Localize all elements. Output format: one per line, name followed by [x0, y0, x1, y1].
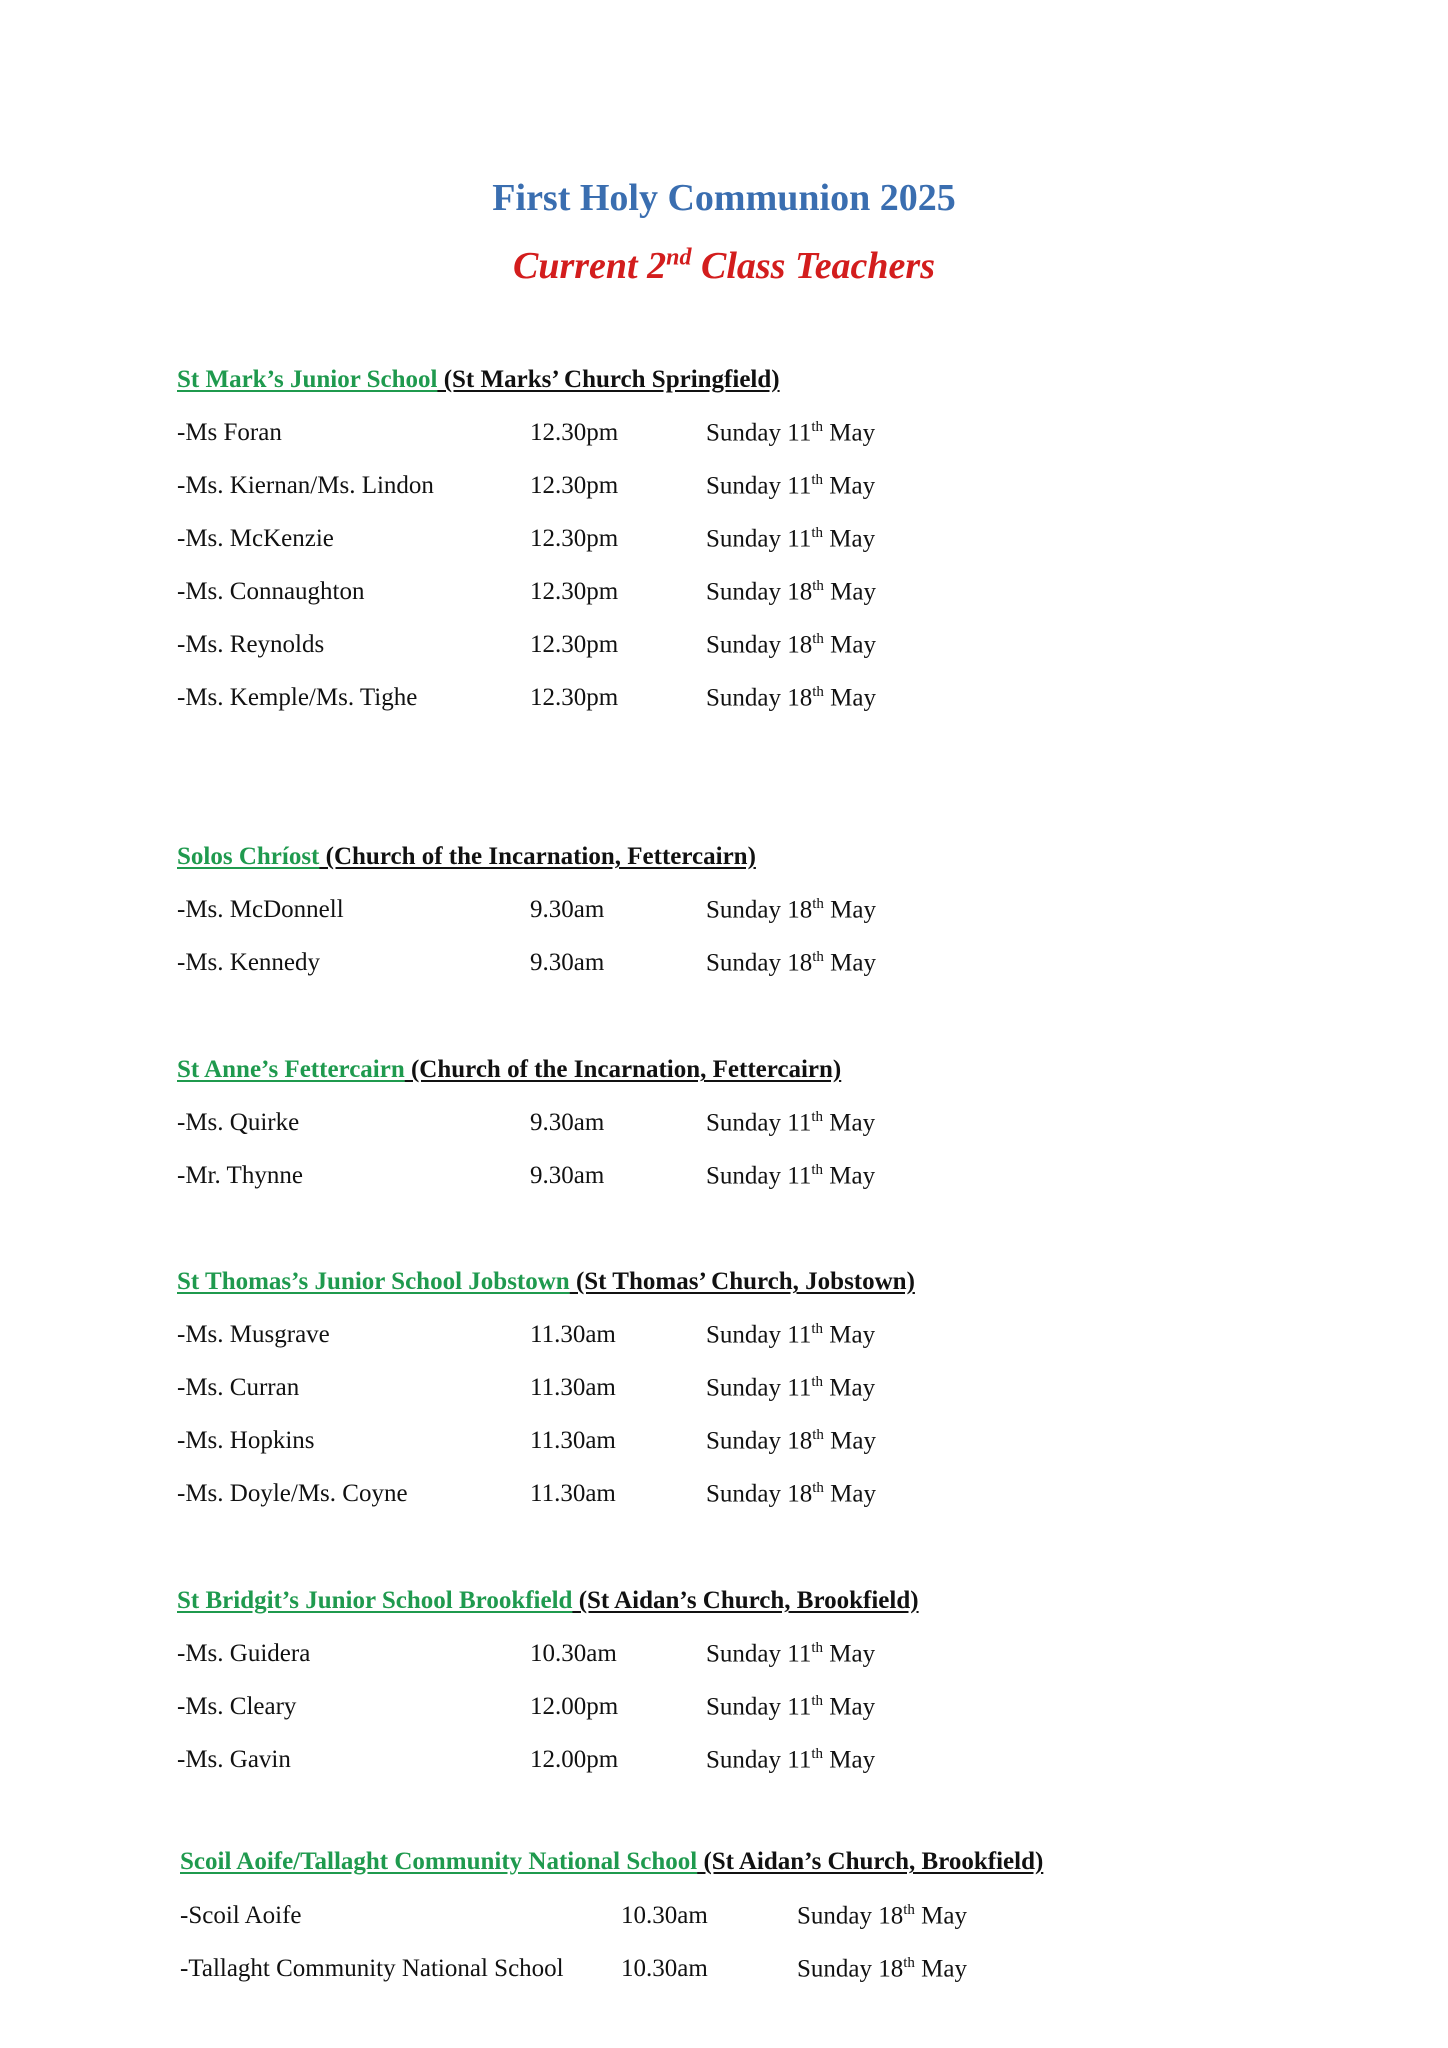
- teacher-name: -Ms. Guidera: [177, 1640, 311, 1667]
- mass-date: [706, 419, 875, 447]
- date-day: Sunday 18: [706, 949, 813, 977]
- date-month: May: [823, 1427, 876, 1455]
- mass-date: [706, 896, 876, 924]
- church-name: (Church of the Incarnation, Fettercairn): [404, 1056, 842, 1083]
- date-day: Sunday 11: [706, 1374, 812, 1402]
- date-suffix: th: [811, 525, 823, 541]
- section-heading: [177, 1587, 919, 1615]
- class-row: [0, 896, 1448, 936]
- teacher-name: -Ms. McKenzie: [177, 525, 334, 552]
- mass-date: [706, 949, 876, 977]
- class-row: [0, 472, 1448, 512]
- mass-date: [706, 525, 875, 553]
- date-suffix: th: [812, 631, 824, 647]
- date-suffix: th: [811, 419, 823, 435]
- date-suffix: th: [811, 1746, 823, 1762]
- class-row: [0, 1480, 1448, 1520]
- mass-time: 11.30am: [530, 1480, 616, 1507]
- school-name: St Mark’s Junior School: [177, 366, 438, 393]
- mass-time: 12.30pm: [530, 525, 619, 552]
- date-month: May: [823, 1746, 876, 1774]
- date-suffix: th: [812, 1427, 824, 1443]
- mass-time: 12.30pm: [530, 578, 619, 605]
- mass-date: [797, 1902, 967, 1930]
- mass-date: [706, 1640, 875, 1668]
- mass-time: 11.30am: [530, 1427, 616, 1454]
- school-name: St Bridgit’s Junior School Brookfield: [177, 1587, 573, 1614]
- teacher-name: -Ms. Musgrave: [177, 1321, 330, 1348]
- date-day: Sunday 18: [706, 896, 813, 924]
- mass-time: 12.30pm: [530, 631, 619, 658]
- teacher-name: -Ms. Kiernan/Ms. Lindon: [177, 472, 434, 499]
- mass-time: 10.30am: [621, 1955, 708, 1982]
- church-name: (St Aidan’s Church, Brookfield): [697, 1848, 1044, 1875]
- date-month: May: [914, 1955, 967, 1983]
- class-row: [0, 1162, 1448, 1202]
- date-day: Sunday 11: [706, 1693, 812, 1721]
- date-day: Sunday 11: [706, 419, 812, 447]
- date-month: May: [823, 949, 876, 977]
- subtitle-superscript: nd: [666, 244, 692, 271]
- date-month: May: [823, 896, 876, 924]
- class-row: [0, 1955, 1448, 1995]
- date-suffix: th: [811, 1109, 823, 1125]
- subtitle-text-end: Class Teachers: [691, 245, 935, 287]
- page-title: First Holy Communion 2025: [492, 177, 956, 219]
- mass-time: 12.00pm: [530, 1693, 619, 1720]
- school-name: St Anne’s Fettercairn: [177, 1056, 405, 1083]
- date-month: May: [823, 631, 876, 659]
- date-month: May: [823, 1109, 876, 1137]
- teacher-name: -Mr. Thynne: [177, 1162, 303, 1189]
- date-day: Sunday 18: [706, 631, 813, 659]
- date-month: May: [823, 419, 876, 447]
- teacher-name: -Ms. Kemple/Ms. Tighe: [177, 684, 418, 711]
- subtitle-text: Current 2: [513, 245, 667, 287]
- teacher-name: -Ms Foran: [177, 419, 282, 446]
- school-name: St Thomas’s Junior School Jobstown: [177, 1268, 570, 1295]
- mass-time: 9.30am: [530, 1109, 605, 1136]
- section-heading: [177, 366, 780, 394]
- class-row: [0, 1693, 1448, 1733]
- school-name: Solos Chríost: [177, 843, 320, 870]
- class-row: [0, 578, 1448, 618]
- class-row: [0, 1109, 1448, 1149]
- date-day: Sunday 18: [706, 578, 813, 606]
- class-row: [0, 1427, 1448, 1467]
- mass-time: 10.30am: [530, 1640, 617, 1667]
- teacher-name: -Ms. Reynolds: [177, 631, 325, 658]
- mass-time: 9.30am: [530, 949, 605, 976]
- date-day: Sunday 18: [706, 1427, 813, 1455]
- date-month: May: [823, 1640, 876, 1668]
- section-heading: [177, 843, 756, 871]
- date-day: Sunday 11: [706, 1321, 812, 1349]
- date-day: Sunday 11: [706, 1640, 812, 1668]
- church-name: (St Aidan’s Church, Brookfield): [572, 1587, 919, 1614]
- mass-date: [706, 1746, 875, 1774]
- mass-date: [706, 472, 875, 500]
- class-row: [0, 684, 1448, 724]
- date-day: Sunday 11: [706, 472, 812, 500]
- mass-date: [706, 578, 876, 606]
- mass-date: [706, 1480, 876, 1508]
- date-suffix: th: [812, 684, 824, 700]
- date-day: Sunday 18: [797, 1902, 904, 1930]
- date-suffix: th: [811, 1640, 823, 1656]
- date-suffix: th: [812, 949, 824, 965]
- school-name: Scoil Aoife/Tallaght Community National School: [180, 1848, 698, 1875]
- class-row: [0, 1321, 1448, 1361]
- date-month: May: [823, 525, 876, 553]
- mass-time: 9.30am: [530, 1162, 605, 1189]
- mass-time: 11.30am: [530, 1374, 616, 1401]
- date-suffix: th: [812, 1480, 824, 1496]
- church-name: (Church of the Incarnation, Fettercairn): [319, 843, 756, 870]
- mass-time: 12.30pm: [530, 684, 619, 711]
- class-row: [0, 1902, 1448, 1942]
- mass-time: 12.00pm: [530, 1746, 619, 1773]
- mass-date: [706, 1109, 875, 1137]
- teacher-name: -Ms. McDonnell: [177, 896, 344, 923]
- class-row: [0, 1746, 1448, 1786]
- date-month: May: [823, 578, 876, 606]
- teacher-name: -Ms. Quirke: [177, 1109, 300, 1136]
- teacher-name: -Ms. Doyle/Ms. Coyne: [177, 1480, 408, 1507]
- class-row: [0, 631, 1448, 671]
- teacher-name: -Ms. Hopkins: [177, 1427, 315, 1454]
- church-name: (St Thomas’ Church, Jobstown): [569, 1268, 915, 1295]
- date-suffix: th: [811, 1693, 823, 1709]
- mass-date: [706, 1321, 875, 1349]
- mass-date: [797, 1955, 967, 1983]
- section-heading: [180, 1848, 1043, 1876]
- date-day: Sunday 18: [706, 684, 813, 712]
- section-heading: [177, 1268, 915, 1296]
- mass-date: [706, 631, 876, 659]
- date-day: Sunday 18: [797, 1955, 904, 1983]
- date-month: May: [823, 1693, 876, 1721]
- page-subtitle: [0, 244, 1448, 288]
- mass-date: [706, 1162, 875, 1190]
- teacher-name: -Ms. Cleary: [177, 1693, 297, 1720]
- date-suffix: th: [811, 1321, 823, 1337]
- mass-time: 9.30am: [530, 896, 605, 923]
- teacher-name: -Scoil Aoife: [180, 1902, 302, 1929]
- date-suffix: th: [903, 1902, 915, 1918]
- date-month: May: [823, 1374, 876, 1402]
- teacher-name: -Ms. Gavin: [177, 1746, 291, 1773]
- mass-time: 11.30am: [530, 1321, 616, 1348]
- class-row: [0, 1640, 1448, 1680]
- mass-date: [706, 1427, 876, 1455]
- mass-date: [706, 1693, 875, 1721]
- class-row: [0, 419, 1448, 459]
- mass-date: [706, 684, 876, 712]
- teacher-name: -Ms. Curran: [177, 1374, 300, 1401]
- mass-time: 12.30pm: [530, 419, 619, 446]
- date-month: May: [823, 1480, 876, 1508]
- class-row: [0, 949, 1448, 989]
- teacher-name: -Ms. Kennedy: [177, 949, 321, 976]
- date-month: May: [823, 684, 876, 712]
- date-month: May: [823, 472, 876, 500]
- date-suffix: th: [812, 578, 824, 594]
- mass-time: 10.30am: [621, 1902, 708, 1929]
- date-suffix: th: [811, 1162, 823, 1178]
- class-row: [0, 525, 1448, 565]
- date-month: May: [823, 1321, 876, 1349]
- date-day: Sunday 11: [706, 525, 812, 553]
- teacher-name: -Tallaght Community National School: [180, 1955, 564, 1982]
- date-suffix: th: [811, 1374, 823, 1390]
- date-suffix: th: [903, 1955, 915, 1971]
- date-day: Sunday 18: [706, 1480, 813, 1508]
- date-month: May: [914, 1902, 967, 1930]
- date-day: Sunday 11: [706, 1162, 812, 1190]
- date-month: May: [823, 1162, 876, 1190]
- date-day: Sunday 11: [706, 1746, 812, 1774]
- church-name: (St Marks’ Church Springfield): [437, 366, 780, 393]
- date-suffix: th: [812, 896, 824, 912]
- mass-time: 12.30pm: [530, 472, 619, 499]
- section-heading: [177, 1056, 841, 1084]
- class-row: [0, 1374, 1448, 1414]
- mass-date: [706, 1374, 875, 1402]
- date-day: Sunday 11: [706, 1109, 812, 1137]
- date-suffix: th: [811, 472, 823, 488]
- teacher-name: -Ms. Connaughton: [177, 578, 365, 605]
